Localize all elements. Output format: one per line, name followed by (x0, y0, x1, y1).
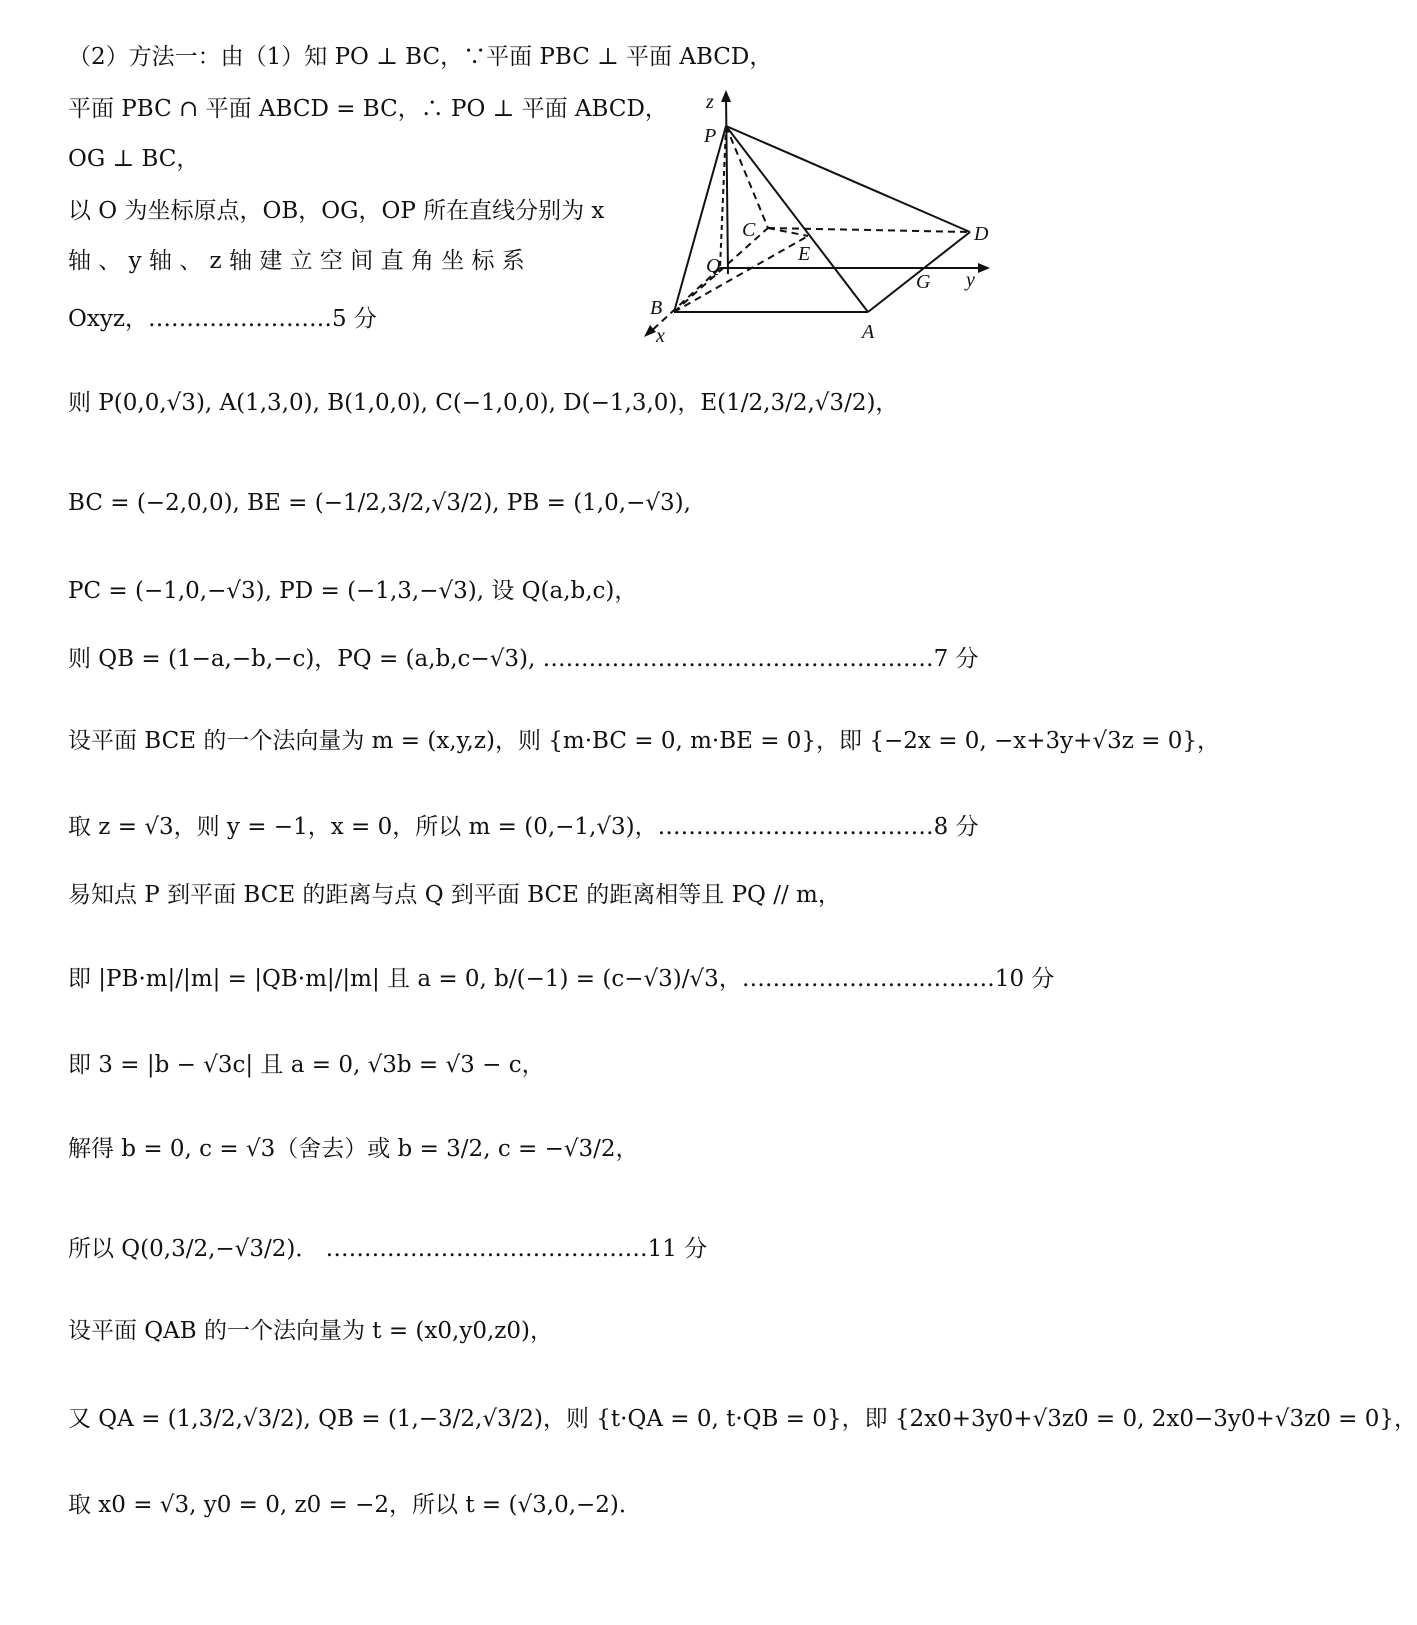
edge-be (674, 236, 811, 312)
line-14-text: 即 |PB·m|/|m| = |QB·m|/|m| 且 a = 0, b/(−1) = (c−√3)/√3，……………………………10 分 (68, 966, 1055, 992)
line-19-text: 又 QA = (1,3/2,√3/2), QB = (1,−3/2,√3/2)，则 {t·QA = 0, t·QB = 0}，即 {2x0+3y0+√3z0 = 0, 2x0−3y0+√3z0 = 0}， (68, 1406, 1417, 1432)
line-13-text: 易知点 P 到平面 BCE 的距离与点 Q 到平面 BCE 的距离相等且 PQ // m， (68, 882, 841, 908)
line-18 (68, 1312, 553, 1345)
line-3-text: OG ⊥ BC， (68, 146, 200, 172)
line-3 (68, 140, 199, 173)
line-11 (68, 722, 1220, 755)
line-5 (68, 242, 525, 275)
label-a: A (862, 321, 875, 343)
label-d: D (974, 223, 989, 245)
line-1 (68, 38, 772, 71)
line-2 (68, 90, 668, 123)
line-6 (68, 300, 377, 333)
line-8-text: BC = (−2,0,0), BE = (−1/2,3/2,√3/2), PB = (1,0,−√3), (68, 490, 691, 516)
line-10-text: 则 QB = (1−a,−b,−c)，PQ = (a,b,c−√3), ……………………………………………7 分 (68, 646, 979, 672)
line-18-text: 设平面 QAB 的一个法向量为 t = (x0,y0,z0)， (68, 1318, 553, 1344)
x-arrow (644, 325, 656, 337)
line-1-text: （2）方法一：由（1）知 PO ⊥ BC，∵平面 PBC ⊥ 平面 ABCD， (68, 44, 773, 70)
label-b: B (650, 297, 663, 319)
line-6-text: Oxyz，……………………5 分 (68, 306, 377, 332)
line-16 (68, 1130, 639, 1163)
line-20-text: 取 x0 = √3, y0 = 0, z0 = −2，所以 t = (√3,0,−2)． (68, 1492, 642, 1518)
y-arrow (978, 263, 990, 273)
label-c: C (742, 219, 756, 241)
line-13 (68, 876, 841, 909)
label-g: G (916, 271, 931, 293)
z-axis (726, 94, 728, 274)
label-q: Q (706, 255, 721, 277)
label-e: E (798, 243, 811, 265)
edge-cd (768, 228, 970, 232)
label-z: z (706, 91, 714, 113)
z-arrow (721, 90, 731, 102)
line-17-text: 所以 Q(0,3/2,−√3/2)． ……………………………………11 分 (68, 1236, 708, 1262)
line-20 (68, 1486, 642, 1519)
line-7 (68, 384, 898, 417)
label-y: y (966, 269, 975, 291)
line-16-text: 解得 b = 0, c = √3（舍去）或 b = 3/2, c = −√3/2， (68, 1136, 639, 1162)
edge-ce (768, 228, 808, 236)
line-10 (68, 640, 979, 673)
line-5-text: 轴 、 y 轴 、 z 轴 建 立 空 间 直 角 坐 标 系 (68, 248, 525, 274)
label-x: x (656, 325, 665, 347)
line-2-text: 平面 PBC ∩ 平面 ABCD = BC，∴ PO ⊥ 平面 ABCD， (68, 96, 668, 122)
line-8 (68, 490, 691, 516)
line-11-text: 设平面 BCE 的一个法向量为 m = (x,y,z)，则 {m·BC = 0, m·BE = 0}，即 {−2x = 0, −x+3y+√3z = 0}， (68, 728, 1221, 754)
edge-pb (674, 126, 726, 312)
line-9-text: PC = (−1,0,−√3), PD = (−1,3,−√3), 设 Q(a,b,c)， (68, 578, 638, 604)
pyramid-figure (640, 88, 1000, 352)
line-4-text: 以 O 为坐标原点，OB，OG，OP 所在直线分别为 x (68, 198, 605, 224)
line-14 (68, 960, 1054, 993)
line-12-text: 取 z = √3，则 y = −1，x = 0，所以 m = (0,−1,√3)，………………………………8 分 (68, 814, 979, 840)
line-19 (68, 1400, 1417, 1433)
line-4 (68, 192, 604, 225)
line-17 (68, 1230, 707, 1263)
line-12 (68, 808, 979, 841)
line-7-text: 则 P(0,0,√3), A(1,3,0), B(1,0,0), C(−1,0,0), D(−1,3,0)，E(1/2,3/2,√3/2)， (68, 390, 899, 416)
line-9 (68, 572, 637, 605)
line-15-text: 即 3 = |b − √3c| 且 a = 0, √3b = √3 − c， (68, 1052, 545, 1078)
line-15 (68, 1046, 545, 1079)
label-p: P (704, 125, 717, 147)
